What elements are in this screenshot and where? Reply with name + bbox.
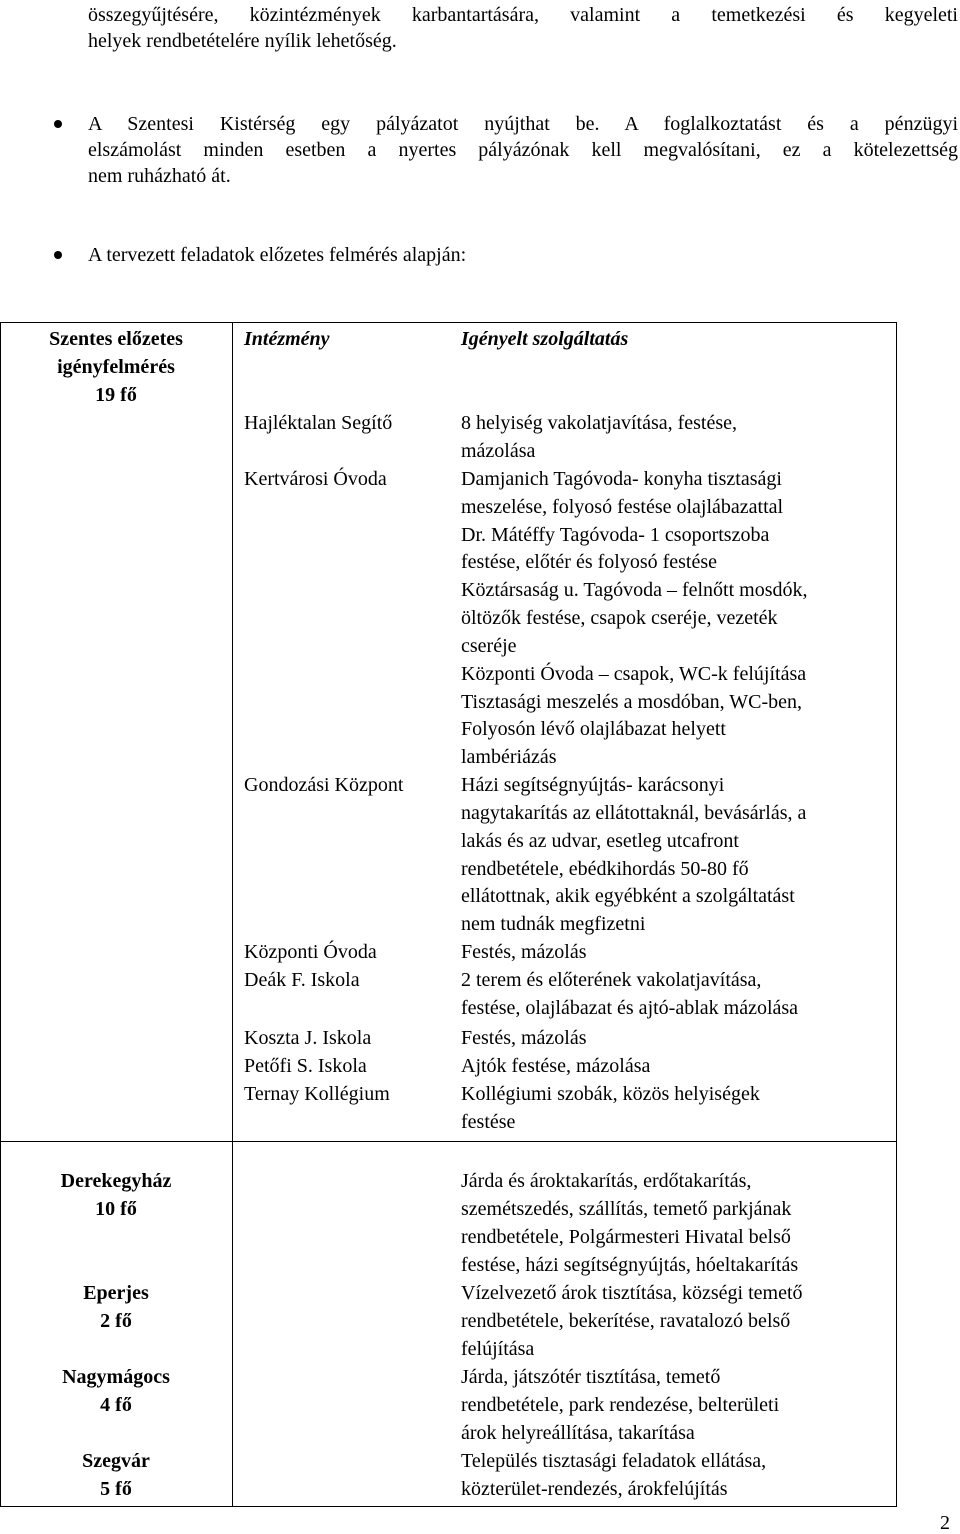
service-line: Damjanich Tagóvoda- konyha tisztasági [461, 468, 782, 490]
service-line: festése, olajlábazat és ajtó-ablak mázolása [461, 997, 799, 1019]
service-line: Kollégiumi szobák, közös helyiségek [461, 1083, 760, 1105]
institution-name: Kertvárosi Óvoda [244, 468, 387, 490]
table-border-bottom [0, 1506, 897, 1507]
institution-name: Gondozási Központ [244, 774, 404, 796]
service-line: Járda és ároktakarítás, erdőtakarítás, [461, 1170, 752, 1192]
service-line: nagytakarítás az ellátottaknál, bevásárlás, a [461, 802, 807, 824]
table-border-right [896, 322, 897, 1507]
institution-name: Deák F. Iskola [244, 969, 360, 991]
service-line: festése, házi segítségnyújtás, hóeltakarítás [461, 1254, 799, 1276]
szentes-count: 19 fő [95, 384, 137, 406]
service-line: Tisztasági meszelés a mosdóban, WC-ben, [461, 691, 803, 713]
bullet-2-line-1: A tervezett feladatok előzetes felmérés alapján: [88, 244, 467, 266]
town-name: Eperjes [83, 1282, 149, 1304]
service-line: Központi Óvoda – csapok, WC-k felújítása [461, 663, 807, 685]
szentes-label-line-1: Szentes előzetes [49, 328, 183, 350]
town-name: Szegvár [82, 1450, 150, 1472]
service-line: rendbetétele, Polgármesteri Hivatal belső [461, 1226, 791, 1248]
service-line: rendbetétele, ebédkihordás 50-80 fő [461, 858, 749, 880]
szentes-label-line-2: igényfelmérés [57, 356, 175, 378]
town-name: Nagymágocs [62, 1366, 170, 1388]
service-line: festése, előtér és folyosó festése [461, 551, 718, 573]
service-line: Dr. Mátéffy Tagóvoda- 1 csoportszoba [461, 524, 770, 546]
service-line: mázolása [461, 440, 536, 462]
bullet-1-line-3: nem ruházható át. [88, 165, 231, 187]
town-count: 10 fő [95, 1198, 137, 1220]
bullet-1-line-1: A Szentesi Kistérség egy pályázatot nyújthat be. A foglalkoztatást és a pénzügyi [88, 113, 958, 135]
service-line: Folyosón lévő olajlábazat helyett [461, 718, 726, 740]
town-name: Derekegyház [60, 1170, 172, 1192]
institution-name: Petőfi S. Iskola [244, 1055, 367, 1077]
intro-line-1: összegyűjtésére, közintézmények karbantartására, valamint a temetkezési és kegyeleti [88, 4, 958, 26]
town-count: 4 fő [100, 1394, 132, 1416]
service-line: ellátottnak, akik egyébként a szolgáltatást [461, 885, 795, 907]
institution-name: Koszta J. Iskola [244, 1027, 372, 1049]
service-line: Festés, mázolás [461, 941, 587, 963]
header-service: Igényelt szolgáltatás [461, 328, 629, 350]
service-line: Köztársaság u. Tagóvoda – felnőtt mosdók, [461, 579, 808, 601]
service-line: árok helyreállítása, takarítása [461, 1422, 695, 1444]
service-line: nem tudnák megfizetni [461, 913, 646, 935]
service-line: Település tisztasági feladatok ellátása, [461, 1450, 767, 1472]
service-line: cseréje [461, 635, 517, 657]
bullet-icon [54, 120, 62, 128]
service-line: 2 terem és előterének vakolatjavítása, [461, 969, 762, 991]
town-count: 5 fő [100, 1478, 132, 1500]
service-line: rendbetétele, bekerítése, ravatalozó belső [461, 1310, 791, 1332]
institution-name: Ternay Kollégium [244, 1083, 390, 1105]
town-count: 2 fő [100, 1310, 132, 1332]
service-line: rendbetétele, park rendezése, belterületi [461, 1394, 780, 1416]
service-line: 8 helyiség vakolatjavítása, festése, [461, 412, 738, 434]
service-line: Festés, mázolás [461, 1027, 587, 1049]
service-line: Házi segítségnyújtás- karácsonyi [461, 774, 725, 796]
service-line: lakás és az udvar, esetleg utcafront [461, 830, 739, 852]
table-divider [0, 1141, 897, 1142]
bullet-icon [54, 251, 62, 259]
service-line: Járda, játszótér tisztítása, temető [461, 1366, 721, 1388]
institution-name: Központi Óvoda [244, 941, 377, 963]
intro-line-2: helyek rendbetételére nyílik lehetőség. [88, 30, 397, 52]
header-institution: Intézmény [244, 328, 330, 350]
bullet-1-line-2: elszámolást minden esetben a nyertes pályázónak kell megvalósítani, ez a kötelezettség [88, 139, 958, 161]
service-line: felújítása [461, 1338, 535, 1360]
service-line: festése [461, 1111, 516, 1133]
table-column-divider-1 [232, 322, 233, 1507]
service-line: lambériázás [461, 746, 557, 768]
service-line: közterület-rendezés, árokfelújítás [461, 1478, 728, 1500]
service-line: szemétszedés, szállítás, temető parkjának [461, 1198, 792, 1220]
table-border-top [0, 322, 897, 323]
service-line: öltözők festése, csapok cseréje, vezeték [461, 607, 778, 629]
service-line: meszelése, folyosó festése olajlábazattal [461, 496, 784, 518]
service-line: Vízelvezető árok tisztítása, községi temető [461, 1282, 803, 1304]
page-number: 2 [940, 1512, 950, 1534]
service-line: Ajtók festése, mázolása [461, 1055, 651, 1077]
institution-name: Hajléktalan Segítő [244, 412, 393, 434]
